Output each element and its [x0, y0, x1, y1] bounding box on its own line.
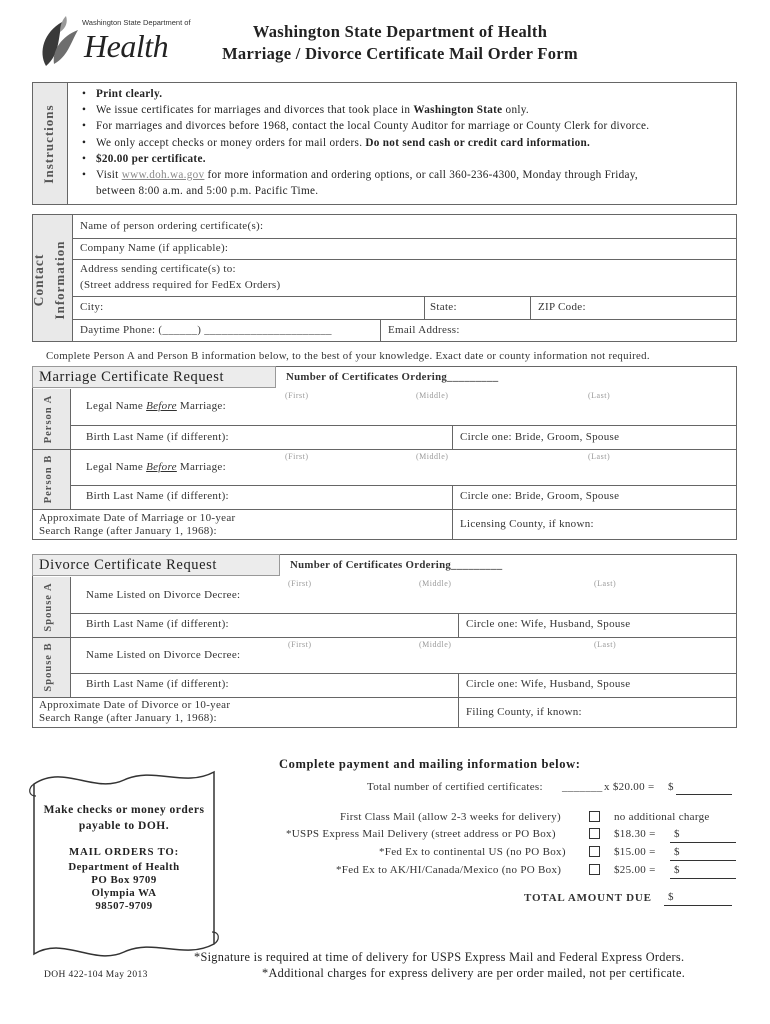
spouse-b-birth-last-label: Birth Last Name (if different): — [86, 678, 229, 690]
person-b-circle-label: Circle one: Bride, Groom, Spouse — [460, 490, 620, 502]
marriage-date-label-1: Approximate Date of Marriage or 10-year — [39, 512, 236, 524]
instructions-list — [76, 86, 736, 199]
instructions-label: Instructions — [41, 104, 56, 184]
shipping-usps-express-label: *USPS Express Mail Delivery (street address or PO Box) — [286, 828, 556, 840]
contact-company-label: Company Name (if applicable): — [80, 242, 229, 254]
instruction-item: • Visit www.doh.wa.gov for more information and ordering options, or call 360-236-4300, Monday through Friday, — [76, 167, 736, 183]
shipping-fedex-us-price: $15.00 = — [614, 846, 656, 858]
divorce-date-label-2: Search Range (after January 1, 1968): — [39, 712, 217, 724]
scroll-checks-line1: Make checks or money orders — [43, 804, 205, 816]
shipping-fedex-intl-dollar: $ — [674, 864, 680, 876]
person-b-last-hint: (Last) — [588, 452, 611, 461]
total-amount-due-label: TOTAL AMOUNT DUE — [524, 892, 652, 904]
total-certificates-label: Total number of certified certificates: — [367, 781, 543, 793]
divorce-section-title: Divorce Certificate Request — [32, 554, 280, 576]
shipping-usps-express-checkbox[interactable] — [589, 828, 600, 839]
instruction-item: • We issue certificates for marriages and divorces that took place in Washington State only. — [76, 102, 736, 118]
marriage-date-label-2: Search Range (after January 1, 1968): — [39, 525, 217, 537]
shipping-usps-express-dollar: $ — [674, 828, 680, 840]
divorce-date-label-1: Approximate Date of Divorce or 10-year — [39, 699, 231, 711]
person-a-label: Person A — [43, 394, 54, 444]
contact-box — [32, 214, 737, 342]
person-a-birth-last-label: Birth Last Name (if different): — [86, 431, 229, 443]
person-a-circle-label: Circle one: Bride, Groom, Spouse — [460, 431, 620, 443]
divorce-count-label: Number of Certificates Ordering_________ — [290, 559, 503, 571]
instruction-item: • Print clearly. — [76, 86, 736, 102]
footer-note-2: *Additional charges for express delivery are per order mailed, not per certificate. — [262, 966, 686, 980]
spouse-b-last-hint: (Last) — [594, 640, 617, 649]
contact-email-label: Email Address: — [388, 324, 460, 336]
shipping-fedex-us-checkbox[interactable] — [589, 846, 600, 857]
shipping-first-class-price: no additional charge — [614, 811, 710, 823]
spouse-b-circle-label: Circle one: Wife, Husband, Spouse — [466, 678, 631, 690]
spouse-b-first-hint: (First) — [288, 640, 312, 649]
shipping-fedex-intl-checkbox[interactable] — [589, 864, 600, 875]
marriage-county-label: Licensing County, if known: — [460, 518, 594, 530]
logo-leaf-icon — [36, 14, 88, 70]
page-title-line2: Marriage / Divorce Certificate Mail Order Form — [222, 44, 578, 63]
spouse-b-label: Spouse B — [43, 642, 54, 692]
scroll-addr-2: PO Box 9709 — [91, 874, 157, 886]
spouse-a-last-hint: (Last) — [594, 579, 617, 588]
total-certificates-times: x $20.00 = — [604, 781, 655, 793]
doh-logo — [36, 12, 191, 72]
person-b-label: Person B — [43, 454, 54, 504]
person-b-middle-hint: (Middle) — [416, 452, 449, 461]
shipping-fedex-intl-price: $25.00 = — [614, 864, 656, 876]
contact-label-1: Contact — [31, 253, 46, 307]
contact-address-label: Address sending certificate(s) to: — [80, 263, 236, 275]
total-amount-due-dollar: $ — [668, 891, 674, 903]
spouse-b-middle-hint: (Middle) — [419, 640, 452, 649]
person-a-first-hint: (First) — [285, 391, 309, 400]
contact-label-2: Information — [52, 240, 67, 320]
footer-note-1: *Signature is required at time of delivery for USPS Express Mail and Federal Express Orders. — [194, 950, 685, 964]
scroll-addr-4: 98507-9709 — [95, 900, 153, 912]
page-title-line1: Washington State Department of Health — [252, 22, 548, 41]
scroll-mail-to: MAIL ORDERS TO: — [69, 846, 179, 858]
contact-phone-label: Daytime Phone: (______) ______________________ — [80, 324, 332, 336]
spouse-a-birth-last-label: Birth Last Name (if different): — [86, 618, 229, 630]
contact-state-label: State: — [430, 301, 457, 313]
spouse-a-middle-hint: (Middle) — [419, 579, 452, 588]
marriage-count-label: Number of Certificates Ordering_________ — [286, 371, 499, 383]
shipping-first-class-checkbox[interactable] — [589, 811, 600, 822]
divorce-county-label: Filing County, if known: — [466, 706, 582, 718]
spouse-b-name-label: Name Listed on Divorce Decree: — [86, 649, 241, 661]
shipping-first-class-label: First Class Mail (allow 2-3 weeks for delivery) — [340, 811, 561, 823]
completion-note: Complete Person A and Person B information below, to the best of your knowledge. Exact date or county information not required. — [46, 350, 650, 362]
total-certificates-dollar: $ — [668, 781, 674, 793]
contact-city-label: City: — [80, 301, 104, 313]
scroll-addr-1: Department of Health — [68, 861, 180, 873]
spouse-a-label: Spouse A — [43, 582, 54, 632]
spouse-a-name-label: Name Listed on Divorce Decree: — [86, 589, 241, 601]
form-id: DOH 422-104 May 2013 — [44, 970, 148, 980]
logo-big-text: Health — [84, 28, 169, 64]
person-b-birth-last-label: Birth Last Name (if different): — [86, 490, 229, 502]
person-a-last-hint: (Last) — [588, 391, 611, 400]
person-b-first-hint: (First) — [285, 452, 309, 461]
instruction-item-cont: between 8:00 a.m. and 5:00 p.m. Pacific Time. — [96, 185, 319, 198]
scroll-checks-line2: payable to DOH. — [78, 820, 170, 832]
shipping-fedex-us-dollar: $ — [674, 846, 680, 858]
person-a-legal-name-label: Legal Name Before Marriage: — [86, 400, 226, 412]
total-certificates-blank: _______ — [562, 781, 603, 793]
payment-heading: Complete payment and mailing information below: — [279, 757, 581, 771]
shipping-fedex-intl-label: *Fed Ex to AK/HI/Canada/Mexico (no PO Box) — [336, 864, 562, 876]
contact-name-label: Name of person ordering certificate(s): — [80, 220, 264, 232]
person-b-legal-name-label: Legal Name Before Marriage: — [86, 461, 226, 473]
shipping-fedex-us-label: *Fed Ex to continental US (no PO Box) — [379, 846, 566, 858]
instruction-item: • We only accept checks or money orders for mail orders. Do not send cash or credit card information. — [76, 135, 736, 151]
doh-website-link[interactable]: www.doh.wa.gov — [121, 169, 205, 182]
contact-zip-label: ZIP Code: — [538, 301, 586, 313]
marriage-section-title: Marriage Certificate Request — [32, 366, 276, 388]
contact-address-note: (Street address required for FedEx Orders) — [80, 279, 281, 291]
logo-small-text: Washington State Department of — [82, 18, 191, 27]
scroll-addr-3: Olympia WA — [91, 887, 157, 899]
instruction-item: • For marriages and divorces before 1968, contact the local County Auditor for marriage or County Clerk for divorce. — [76, 118, 736, 134]
shipping-usps-express-price: $18.30 = — [614, 828, 656, 840]
instruction-item: • $20.00 per certificate. — [76, 151, 736, 167]
spouse-a-circle-label: Circle one: Wife, Husband, Spouse — [466, 618, 631, 630]
person-a-middle-hint: (Middle) — [416, 391, 449, 400]
spouse-a-first-hint: (First) — [288, 579, 312, 588]
